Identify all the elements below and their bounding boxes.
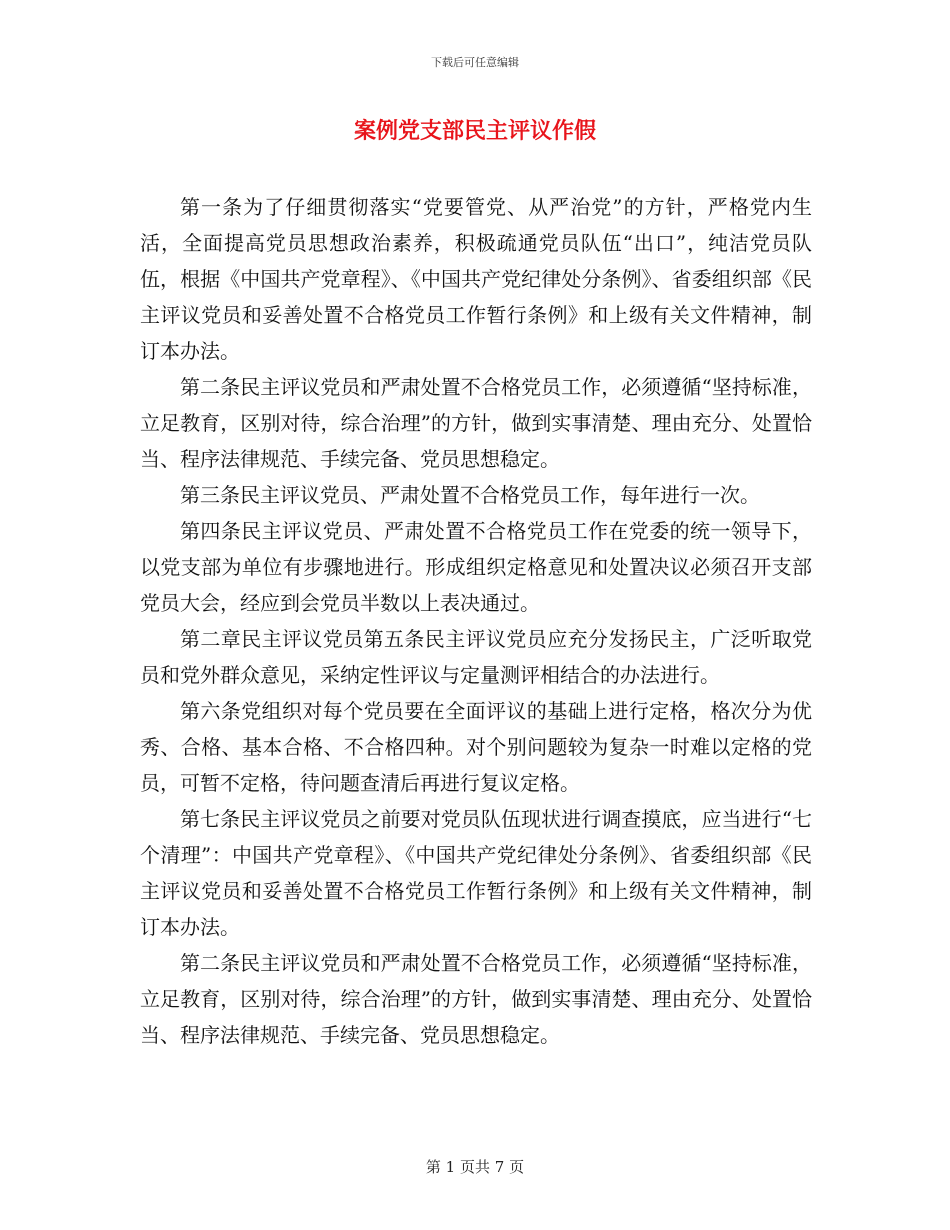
paragraph-article-4: 第四条民主评议党员、严肃处置不合格党员工作在党委的统一领导下，以党支部为单位有步骤地进行。形成组织定格意见和处置决议必须召开支部党员大会，经应到会党员半数以上表决通过。 — [140, 519, 812, 615]
paragraph-article-3: 第三条民主评议党员、严肃处置不合格党员工作，每年进行一次。 — [180, 483, 760, 507]
paragraph-chapter-2-article-5: 第二章民主评议党员第五条民主评议党员应充分发扬民主，广泛听取党员和党外群众意见，采纳定性评议与定量测评相结合的办法进行。 — [140, 627, 812, 687]
paragraph-article-2-repeat: 第二条民主评议党员和严肃处置不合格党员工作，必须遵循“坚持标准，立足教育，区别对待，综合治理”的方针，做到实事清楚、理由充分、处置恰当、程序法律规范、手续完备、党员思想稳定。 — [140, 951, 812, 1047]
paragraph-article-2: 第二条民主评议党员和严肃处置不合格党员工作，必须遵循“坚持标准，立足教育，区别对待，综合治理”的方针，做到实事清楚、理由充分、处置恰当、程序法律规范、手续完备、党员思想稳定。 — [140, 375, 812, 471]
document-body — [140, 189, 812, 1053]
paragraph-article-7: 第七条民主评议党员之前要对党员队伍现状进行调查摸底，应当进行“七个清理”：中国共产党章程》、《中国共产党纪律处分条例》、省委组织部《民主评议党员和妥善处置不合格党员工作暂行条例》和上级有关文件精神，制订本办法。 — [140, 807, 812, 939]
paragraph-article-6: 第六条党组织对每个党员要在全面评议的基础上进行定格，格次分为优秀、合格、基本合格、不合格四种。对个别问题较为复杂一时难以定格的党员，可暂不定格，待问题查清后再进行复议定格。 — [140, 699, 812, 795]
document-title: 案例党支部民主评议作假 — [353, 118, 596, 144]
page-header-note: 下载后可任意编辑 — [431, 56, 519, 69]
page-footer-page-number: 第 1 页共 7 页 — [425, 1158, 525, 1176]
paragraph-article-1: 第一条为了仔细贯彻落实“党要管党、从严治党”的方针，严格党内生活，全面提高党员思想政治素养，积极疏通党员队伍“出口”，纯洁党员队伍，根据《中国共产党章程》、《中国共产党纪律处分条例》、省委组织部《民主评议党员和妥善处置不合格党员工作暂行条例》和上级有关文件精神，制订本办法。 — [140, 195, 812, 363]
